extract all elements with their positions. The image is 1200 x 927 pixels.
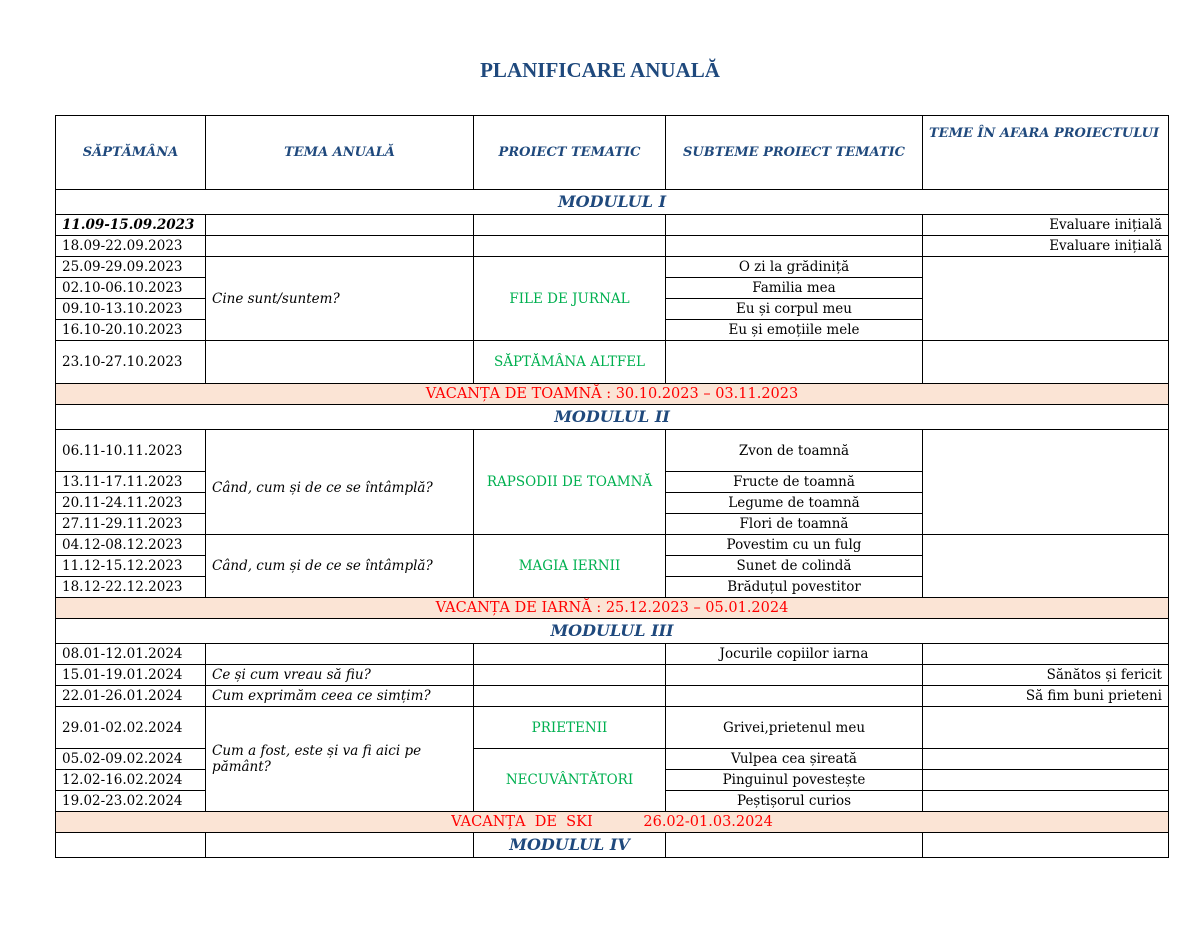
week-date: 23.10-27.10.2023 bbox=[56, 341, 206, 384]
subtheme: Jocurile copiilor iarna bbox=[666, 644, 923, 665]
header-week: SĂPTĂMÂNA bbox=[56, 116, 206, 190]
module-title: MODULUL II bbox=[56, 405, 1169, 430]
table-row bbox=[56, 236, 1169, 257]
table-row bbox=[56, 430, 1169, 472]
week-date: 16.10-20.10.2023 bbox=[56, 320, 206, 341]
annual-theme: Cum a fost, este și va fi aici pe pământ? bbox=[206, 707, 474, 812]
annual-theme: Cum exprimăm ceea ce simțim? bbox=[206, 686, 474, 707]
module-title: MODULUL III bbox=[56, 619, 1169, 644]
subtheme: Grivei,prietenul meu bbox=[666, 707, 923, 749]
week-date: 20.11-24.11.2023 bbox=[56, 493, 206, 514]
outside-theme: Să fim buni prieteni bbox=[923, 686, 1169, 707]
table-row bbox=[56, 257, 1169, 278]
subtheme: Zvon de toamnă bbox=[666, 430, 923, 472]
header-thematic-project: PROIECT TEMATIC bbox=[474, 116, 666, 190]
thematic-project: MAGIA IERNII bbox=[474, 535, 666, 598]
week-date: 05.02-09.02.2024 bbox=[56, 749, 206, 770]
planning-table bbox=[55, 115, 1169, 858]
module-title: MODULUL IV bbox=[474, 833, 666, 858]
annual-theme: Când, cum și de ce se întâmplă? bbox=[206, 430, 474, 535]
subtheme: Sunet de colindă bbox=[666, 556, 923, 577]
vacation-banner: VACANȚA DE IARNĂ : 25.12.2023 – 05.01.2024 bbox=[56, 598, 1169, 619]
module-title: MODULUL I bbox=[56, 190, 1169, 215]
table-row bbox=[56, 665, 1169, 686]
header-row bbox=[56, 116, 1169, 190]
thematic-project: PRIETENII bbox=[474, 707, 666, 749]
week-date: 08.01-12.01.2024 bbox=[56, 644, 206, 665]
subtheme: Familia mea bbox=[666, 278, 923, 299]
subtheme: Brăduțul povestitor bbox=[666, 577, 923, 598]
week-date: 29.01-02.02.2024 bbox=[56, 707, 206, 749]
week-date: 11.12-15.12.2023 bbox=[56, 556, 206, 577]
header-annual-theme: TEMA ANUALĂ bbox=[206, 116, 474, 190]
header-outside-themes: TEME ÎN AFARA PROIECTULUI bbox=[923, 116, 1169, 190]
subtheme: Fructe de toamnă bbox=[666, 472, 923, 493]
annual-theme: Ce și cum vreau să fiu? bbox=[206, 665, 474, 686]
week-date: 12.02-16.02.2024 bbox=[56, 770, 206, 791]
table-row bbox=[56, 833, 1169, 858]
thematic-project: SĂPTĂMÂNA ALTFEL bbox=[474, 341, 666, 384]
subtheme: O zi la grădiniță bbox=[666, 257, 923, 278]
week-date: 18.12-22.12.2023 bbox=[56, 577, 206, 598]
table-row bbox=[56, 686, 1169, 707]
week-date: 15.01-19.01.2024 bbox=[56, 665, 206, 686]
week-date: 27.11-29.11.2023 bbox=[56, 514, 206, 535]
annual-theme: Când, cum și de ce se întâmplă? bbox=[206, 535, 474, 598]
week-date: 04.12-08.12.2023 bbox=[56, 535, 206, 556]
thematic-project: RAPSODII DE TOAMNĂ bbox=[474, 430, 666, 535]
table-row bbox=[56, 341, 1169, 384]
subtheme: Pinguinul povestește bbox=[666, 770, 923, 791]
week-date: 06.11-10.11.2023 bbox=[56, 430, 206, 472]
table-row bbox=[56, 215, 1169, 236]
outside-theme: Evaluare inițială bbox=[923, 215, 1169, 236]
week-date: 09.10-13.10.2023 bbox=[56, 299, 206, 320]
week-date: 18.09-22.09.2023 bbox=[56, 236, 206, 257]
table-row bbox=[56, 535, 1169, 556]
thematic-project: FILE DE JURNAL bbox=[474, 257, 666, 341]
outside-theme: Evaluare inițială bbox=[923, 236, 1169, 257]
vacation-banner: VACANȚA DE SKI 26.02-01.03.2024 bbox=[56, 812, 1169, 833]
subtheme: Legume de toamnă bbox=[666, 493, 923, 514]
subtheme: Povestim cu un fulg bbox=[666, 535, 923, 556]
annual-theme: Cine sunt/suntem? bbox=[206, 257, 474, 341]
subtheme: Eu și emoțiile mele bbox=[666, 320, 923, 341]
subtheme: Flori de toamnă bbox=[666, 514, 923, 535]
week-date: 19.02-23.02.2024 bbox=[56, 791, 206, 812]
thematic-project: NECUVÂNTĂTORI bbox=[474, 749, 666, 812]
subtheme: Vulpea cea șireată bbox=[666, 749, 923, 770]
week-date: 13.11-17.11.2023 bbox=[56, 472, 206, 493]
subtheme: Eu și corpul meu bbox=[666, 299, 923, 320]
page-title: PLANIFICARE ANUALĂ bbox=[480, 58, 720, 82]
week-date: 22.01-26.01.2024 bbox=[56, 686, 206, 707]
header-subthemes: SUBTEME PROIECT TEMATIC bbox=[666, 116, 923, 190]
table-row bbox=[56, 644, 1169, 665]
table-row bbox=[56, 707, 1169, 749]
week-date: 25.09-29.09.2023 bbox=[56, 257, 206, 278]
outside-theme: Sănătos și fericit bbox=[923, 665, 1169, 686]
week-date: 11.09-15.09.2023 bbox=[56, 215, 206, 236]
week-date: 02.10-06.10.2023 bbox=[56, 278, 206, 299]
subtheme: Peștișorul curios bbox=[666, 791, 923, 812]
vacation-banner: VACANȚA DE TOAMNĂ : 30.10.2023 – 03.11.2023 bbox=[56, 384, 1169, 405]
